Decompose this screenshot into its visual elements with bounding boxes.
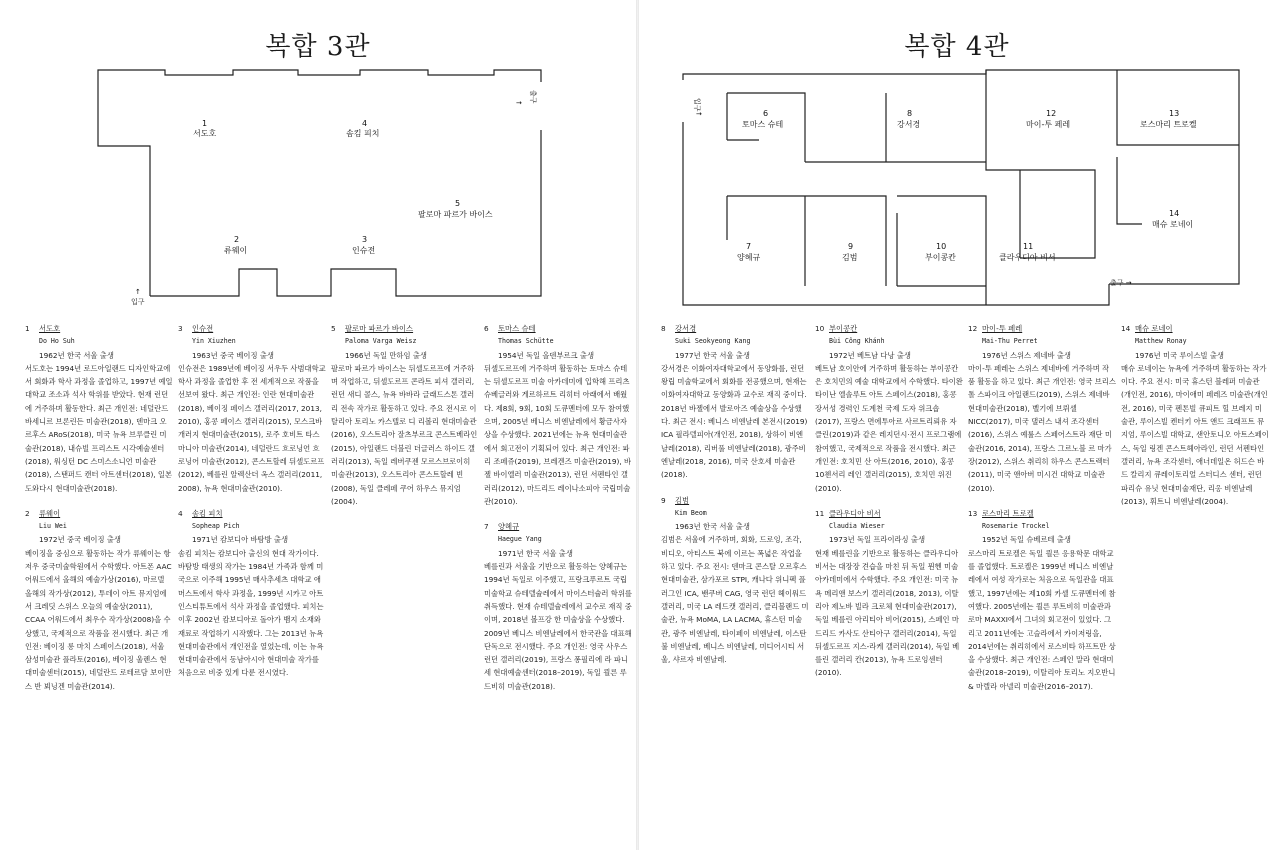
floor-plan-hall-4 (639, 0, 1275, 320)
plan-room-name: 매슈 로네이 (1152, 220, 1194, 229)
artist-bio (1121, 322, 1269, 508)
artist-number: 4 (178, 508, 183, 518)
artist-roman-name: Mai-Thu Perret (982, 337, 1038, 346)
plan-room-num: 6 (763, 109, 769, 118)
artist-roman-name: Sopheap Pich (192, 522, 240, 531)
artist-birth: 1971년 캄보디아 바탐방 출생 (192, 535, 289, 545)
page-right (639, 0, 1275, 850)
entrance-arrow-icon: → (696, 110, 702, 118)
artist-birth: 1954년 독일 올덴부르크 출생 (498, 350, 595, 360)
plan-room-num: 12 (1046, 109, 1057, 118)
hall-4-outer-wall (683, 70, 1239, 305)
plan-room-name: 마이-투 페레 (1026, 120, 1071, 129)
hall-4-title: 복합 4관 (904, 32, 1010, 62)
artist-text: 베이징을 중심으로 활동하는 작가 류웨이는 항저우 중국미술학원에서 수학했다. 아트폰 AAC 어워드에서 올해의 예술가상(2016), 마르델 올해의 작가상(2012), 투데이 아트 뮤지엄에서 크레딧 스위스 오늘의 예술상(2011), CCAA 어워드에서 최우수 작가상(2008)을 수상했고, 국제적으로 작품을 전시했다. 최근 개인전: 베이징 롱 마치 스페이스(2018), 서울 삼성미술관 플라토(2016), 베이징 울렌스 현대미술센터(2015), 네덜란드 로테르담 보이만스 반 뵈닝겐 미술관(2014). (25, 548, 172, 691)
bio-column (178, 322, 326, 692)
artist-bio (178, 322, 326, 495)
artist-number: 12 (968, 324, 978, 333)
plan-room-name: 인슈전 (352, 246, 376, 255)
artist-birth: 1972년 중국 베이징 출생 (39, 535, 121, 545)
exit-label-hall-3: 출구 (529, 90, 537, 104)
artist-name: 로스마리 트로켈 (982, 508, 1034, 518)
entrance-label-hall-3: 입구 (131, 298, 145, 306)
plan-room-num: 10 (936, 242, 947, 251)
artist-birth: 1962년 한국 서울 출생 (39, 350, 114, 360)
artist-number: 10 (815, 324, 825, 333)
plan-room-name: 로스마리 트로켈 (1140, 120, 1197, 129)
plan-room-num: 14 (1169, 209, 1180, 218)
hall-3-outer-wall (98, 70, 541, 296)
plan-room-num: 13 (1169, 109, 1180, 118)
artist-roman-name: Do Ho Suh (39, 337, 75, 346)
artist-bio (331, 322, 479, 508)
artist-number: 11 (815, 508, 825, 518)
exit-label-hall-4: 출구 → (1110, 279, 1132, 287)
plan-room-name: 서도호 (193, 129, 217, 138)
bio-column (968, 322, 1116, 705)
artist-text: 서도호는 1994년 로드아일랜드 디자인학교에서 회화과 학사 과정을 졸업하고, 1997년 예일 대학교 조소과 석사 학위를 받았다. 현재 런던에 거주하며 활동한다. 최근 개인전: 네덜란드 바세니르 브론린든 미술관(2018), 덴마크 오르후스 ARoS(2018), 미국 뉴욕 브루클린 미술관(2018), 내슈빌 프리스트 시각예술센터(2018), 워싱턴 DC 스미스소니언 미술관(2018), 스탠퍼드 캔터 아트센터(2018), 일본 도와다시 현대미술관(2018). (25, 363, 173, 493)
bio-column (1121, 322, 1269, 520)
artist-name: 류웨이 (39, 508, 61, 518)
artist-text: 베트남 호이안에 거주하며 활동하는 부이콩칸은 호치민의 예술 대학교에서 수학했다. 타이완 타이난 엘솔루트 아트 스페이스(2018), 홍콩 장서성 경력인 도계천 국제 도자 위크숍(2017), 프랑스 면에투아르 사르트리뢰유 자클린(2019)과 같은 레지던시·전시 프로그램에 참여했고, 국제적으로 작품을 전시했다. 최근 개인전: 호치민 산 아트(2016, 2010), 홍콩 10첸서리 레인 갤러리(2015), 호치민 위진(2010). (815, 363, 963, 493)
artist-text: 마이-투 페레는 스위스 제네바에 거주하며 작품 활동을 하고 있다. 최근 개인전: 영국 브리스톨 스파이크 아일랜드(2019), 스위스 제네바 현대미술관(2018), 벨기에 브뤼셀 NICC(2017), 미국 댈러스 내셔 조각센터(2016), 스위스 예룰스 스페어스트라 재단 미술관(2016, 2014), 프랑스 그르노블 르 마가장(2012), 스위스 취리히 하우스 콘스트렉터(2011), 미국 앤아버 미시건 대학교 미술관(2010). (968, 363, 1116, 493)
plan-room-num: 7 (746, 242, 752, 251)
artist-birth: 1977년 한국 서울 출생 (675, 350, 750, 360)
artist-name: 강서경 (675, 324, 697, 333)
artist-bio (968, 507, 1116, 693)
artist-birth: 1966년 독일 만하임 출생 (345, 350, 427, 360)
artist-bio (815, 507, 963, 680)
hall-4-interior-walls (727, 70, 1239, 305)
artist-bio (178, 507, 326, 680)
exit-arrow-icon: → (516, 99, 522, 107)
artist-name: 서도호 (39, 324, 61, 333)
entrance-arrow-icon: ↑ (135, 288, 141, 296)
bio-column (331, 322, 479, 520)
artist-bio (815, 322, 963, 495)
artist-bio (25, 322, 173, 495)
artist-roman-name: Bùi Công Khánh (829, 337, 885, 346)
artist-birth: 1971년 한국 서울 출생 (498, 548, 573, 558)
artist-number: 3 (178, 324, 183, 333)
artist-name: 토마스 슈테 (498, 324, 536, 333)
artist-text: 현재 베를린을 기반으로 활동하는 클라우디아 비서는 대장장 견습을 마친 뒤 독일 뮌헨 미술 아카데미에서 수학했다. 주요 개인전: 미국 뉴욕 메리앤 보스키 갤러리(2018, 2013), 이탈리아 제노바 빌라 크로체 현대미술관(2017), 독일 베를린 아리티아 비어(2015), 스페인 마드리드 카사도 산티아구 갤러리(2014), 독일 뒤셀도르프 지스-라케 갤러리(2014), 독일 베를린 갤러리 칸(2013), 뉴욕 드로잉센터(2010). (815, 548, 960, 678)
artist-birth: 1972년 베트남 다낭 출생 (829, 350, 911, 360)
plan-room-num: 11 (1023, 242, 1034, 251)
artist-text: 뒤셀도르프에 거주하며 활동하는 토마스 슈테는 뒤셀도르프 미술 아카데미에 입학해 프리츠 슈베글러와 게르하르트 리히터 아래에서 배웠다. 제8회, 9회, 10회 도큐멘터에 모두 참여했으며, 2005년 베니스 비엔날레에서 황금사자상을 수상했다. 2021년에는 뉴욕 현대미술관에서 회고전이 기획되어 있다. 최근 개인전: 파리 조페쥬(2019), 브레겐즈 미술관(2019), 바젤 바이엘러 미술관(2013), 런던 서펜타인 갤러리(2012), 마드리드 레이나소피아 국립미술관(2010). (484, 363, 632, 506)
bio-column (661, 322, 809, 678)
artist-birth: 1963년 한국 서울 출생 (675, 522, 750, 532)
artist-bio (661, 322, 809, 482)
plan-room-name: 팔로마 파르가 바이스 (418, 210, 493, 219)
artist-bio (484, 322, 632, 508)
plan-room-name: 강서경 (897, 120, 921, 129)
artist-birth: 1973년 독일 프라이라싱 출생 (829, 535, 926, 545)
artist-number: 7 (484, 522, 489, 532)
artist-number: 9 (661, 495, 666, 505)
artist-bios-right (639, 322, 1275, 842)
plan-room-name: 양혜규 (737, 253, 761, 262)
plan-room-num: 5 (455, 199, 461, 208)
plan-room-num: 8 (907, 109, 913, 118)
bio-column (484, 322, 632, 705)
plan-room-num: 3 (362, 235, 368, 244)
artist-number: 6 (484, 324, 489, 333)
artist-bio (484, 520, 632, 693)
artist-text: 김범은 서울에 거주하며, 회화, 드로잉, 조각, 비디오, 아티스트 북에 이르는 폭넓은 작업을 하고 있다. 주요 전시: 덴마크 콘스탈 오르후스 현대미술관, 삼가포르 STPI, 캐나다 위니펙 플러그인 ICA, 밴쿠버 CAG, 영국 런던 헤이워드 갤러리, 미국 LA 레드캣 갤러리, 클리블랜드 미술관, 뉴욕 MoMA, LA LACMA, 휴스턴 미술관, 광주 비엔날레, 타이페이 비엔날레, 이스탄불 비엔날레, 베니스 비엔날레, 미디어시티 서울, 샤르자 비엔날레. (661, 535, 809, 665)
plan-room-name: 토마스 슈테 (742, 120, 784, 129)
artist-number: 2 (25, 508, 30, 518)
artist-birth: 1963년 중국 베이징 출생 (192, 350, 274, 360)
artist-number: 1 (25, 324, 30, 333)
artist-name: 인슈전 (192, 324, 214, 333)
artist-name: 부이콩칸 (829, 324, 858, 333)
artist-text: 인슈전은 1989년에 베이징 서우두 사범대학교 학사 과정을 졸업한 후 전 세계적으로 작품을 선보여 왔다. 최근 개인전: 인란 현대미술관(2018), 베이징 페이스 갤러리(2017, 2013, 2010), 홍콩 페이스 갤러리(2015), 모스크바 개러지 현대미술관(2015), 로주 호비트 타스마니아 미술관(2014), 네덜란드 흐로닝언 흐로닝어 미술관(2012), 콘스트할레 뒤셀도르프(2012), 베를린 알렉산더 옥스 갤러리(2011, 2008), 뉴욕 현대미술관(2010). (178, 363, 326, 493)
artist-roman-name: Claudia Wieser (829, 522, 885, 531)
entrance-label-hall-4: 입구 (693, 98, 701, 112)
plan-room-name: 류웨이 (224, 246, 248, 255)
artist-text: 솜킴 피치는 캄보디아 출신의 현대 작가이다. 바탐방 태생의 작가는 1984년 가족과 함께 미국으로 이주해 1995년 매사추세츠 대학교 애머스트에서 학사 과정을, 1999년 시카고 아트 인스티튜트에서 석사 과정을 졸업했다. 피치는 이후 2002년 캄보디아로 돌아가 뱀지 소재와 재료로 작업하기 시작했다. 그는 2013년 뉴욕 현대미술관에서 개인전을 열었는데, 이는 뉴욕 현대미술관에서 동남아시아 현대미술 작가를 처음으로 비중 있게 다룬 전시였다. (178, 548, 324, 678)
artist-number: 5 (331, 324, 336, 333)
artist-roman-name: Suki Seokyeong Kang (675, 337, 751, 346)
page-left (0, 0, 636, 850)
artist-roman-name: Thomas Schütte (498, 337, 554, 346)
artist-name: 김범 (675, 495, 690, 505)
artist-bio (25, 507, 173, 693)
bio-column (815, 322, 963, 692)
artist-number: 13 (968, 508, 978, 518)
floor-plan-hall-3 (0, 0, 636, 320)
artist-roman-name: Liu Wei (39, 522, 67, 531)
artist-name: 팔로마 파르가 바이스 (345, 324, 414, 333)
artist-text: 강서경은 이화여자대학교에서 동양화를, 런던 왕립 미술학교에서 회화를 전공했으며, 현재는 이화여자대학교 동양화과 교수로 재직 중이다. 2018년 바젤에서 발로아즈 예술상을 수상했다. 최근 전시: 베니스 비엔날레 본전시(2019) ICA 필라델피아(개인전, 2018), 상하이 비엔날레(2018), 리버풀 비엔날레(2018), 광주비엔날레(2018, 2016), 미국 산호세 미술관(2018). (661, 363, 808, 480)
artist-roman-name: Rosemarie Trockel (982, 522, 1050, 531)
artist-text: 팔로마 파르가 바이스는 뒤셀도르프에 거주하며 작업하고, 뒤셀도르프 콘라트 피셔 갤러리, 런던 새디 콜스, 뉴욕 바바라 글래드스톤 갤러리 전속 작가로 활동하고 있다. 주요 전시로 이탈리아 토리노 카스텔로 디 리볼리 현대미술관(2016), 오스트리아 잘츠부르크 콘스트베라인(2015), 아일랜드 더블린 더글러스 하이드 갤러리(2013), 독일 레버쿠젠 모르스브로이히 미술관(2013), 오스트리아 콘스트할레 빈(2008), 독일 클레페 쿠어 하우스 뮤지엄(2004). (331, 363, 478, 506)
artist-roman-name: Yin Xiuzhen (192, 337, 236, 346)
artist-birth: 1952년 독일 슈베르테 출생 (982, 535, 1071, 545)
plan-room-num: 4 (362, 119, 368, 128)
artist-birth: 1976년 미국 루이스빌 출생 (1135, 350, 1224, 360)
hall-3-title: 복합 3관 (265, 32, 371, 62)
plan-room-name: 김범 (842, 253, 858, 262)
artist-name: 양혜규 (498, 522, 520, 532)
artist-text: 로스마리 트로켈은 독일 쾰른 응용학문 대학교를 졸업했다. 트로켈은 1999년 베니스 비엔날레에서 여성 작가로는 처음으로 독일관을 대표했고, 1997년에는 제10회 카셀 도큐멘터에 참여했다. 2005년에는 쾰른 루트비히 미술관과 로마 MAXXI에서 그녀의 회고전이 있었다. 그리고 2011년에는 고슬라에서 카이저링을, 2014년에는 취리히에서 로스비타 하프트만 상을 수상했다. 최근 개인전: 스페인 말라 현대미술관(2018–2019), 이탈리아 토리노 지오반니 & 마렐라 아넬리 미술관(2016–2017). (968, 548, 1116, 691)
artist-number: 8 (661, 324, 666, 333)
artist-name: 매슈 로네이 (1135, 324, 1173, 333)
artist-number: 14 (1121, 324, 1131, 333)
artist-text: 베를린과 서울을 기반으로 활동하는 양혜규는 1994년 독일로 이주했고, 프랑크푸르트 국립미술학교 슈테델슐레에서 마이스터슐러 학위를 취득했다. 현재 슈테델슐레에서 교수로 재직 중이며, 2018년 볼프강 한 미술상을 수상했다. 2009년 베니스 비엔날레에서 한국관을 대표해 단독으로 전시했다. 주요 개인전: 영국 사우스 런던 갤러리(2019), 프랑스 퐁필리에 라 파니세 현대예술센터(2018–2019), 독일 쾰른 루드비히 미술관(2018). (484, 562, 632, 691)
artist-name: 마이-투 페레 (982, 324, 1023, 333)
plan-room-name: 클라우디아 비서 (999, 253, 1056, 262)
artist-bios-left (0, 322, 636, 842)
artist-name: 솜킴 피치 (192, 508, 223, 518)
plan-room-name: 솜킴 피치 (346, 129, 380, 138)
plan-room-num: 2 (234, 235, 240, 244)
artist-roman-name: Paloma Varga Weisz (345, 337, 417, 346)
plan-room-num: 1 (202, 119, 208, 128)
bio-column (25, 322, 173, 705)
artist-roman-name: Haegue Yang (498, 535, 542, 544)
artist-bio (661, 494, 809, 667)
artist-birth: 1976년 스위스 제네바 출생 (982, 350, 1071, 360)
artist-name: 클라우디아 비서 (829, 508, 881, 518)
plan-room-num: 9 (848, 242, 854, 251)
artist-roman-name: Kim Beom (675, 508, 707, 517)
plan-room-name: 부이콩칸 (925, 253, 956, 262)
artist-text: 매슈 로네이는 뉴욕에 거주하며 활동하는 작가이다. 주요 전시: 미국 휴스턴 블레퍼 미술관(개인전, 2016), 마이애미 페레즈 미술관(개인전, 2016), 미국 펜톤빌 큐피트 힐 브레지 미술관, 루이스빌 켄터키 아트 앤드 크래프트 뮤지엄, 루이스빌 대학교, 샌안토니오 아트스페이스, 독일 링겐 콘스트헤아라인, 런던 서펜타인 갤러리, 뉴욕 조각센터, 애너데일온 허드슨 바드 칼리지 큐레이토리얼 스터디스 센터, 런던 파리슈 유닛 현대미술재단, 리옹 비엔날레(2013), 휘트니 비엔날레(2004). (1121, 363, 1269, 506)
artist-bio (968, 322, 1116, 495)
artist-roman-name: Matthew Ronay (1135, 337, 1187, 346)
